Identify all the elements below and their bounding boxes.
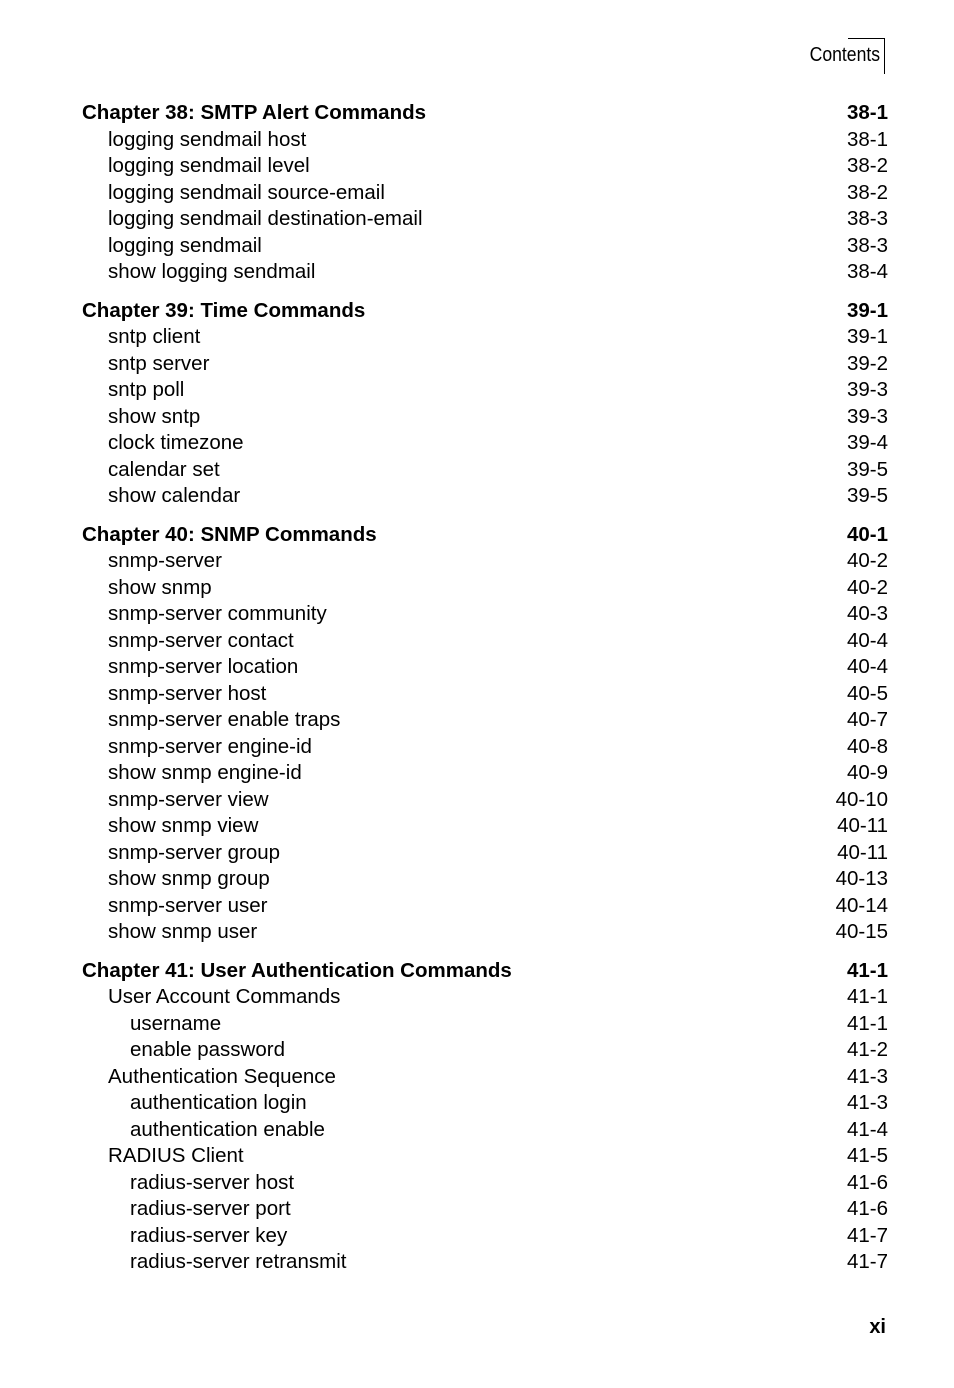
toc-entry-page: 40-3 <box>846 602 888 625</box>
toc-entry-title: snmp-server view <box>108 787 269 811</box>
toc-entry-title: snmp-server contact <box>108 628 294 652</box>
toc-entry[interactable] <box>82 404 888 431</box>
toc-entry-title: snmp-server group <box>108 840 281 864</box>
toc-entry-page: 40-2 <box>846 549 888 572</box>
toc-entry[interactable] <box>82 180 888 207</box>
toc-entry[interactable] <box>82 760 888 787</box>
toc-entry-page: 40-9 <box>846 761 888 784</box>
toc-entry[interactable] <box>82 919 888 946</box>
toc-entry[interactable] <box>82 351 888 378</box>
toc-entry-page: 41-3 <box>846 1091 888 1114</box>
toc-entry-page: 41-7 <box>846 1250 888 1273</box>
toc-entry-title: show snmp view <box>108 814 259 837</box>
chapter-page-number: 40-1 <box>846 522 888 546</box>
toc-entry-title: snmp-server host <box>108 681 267 705</box>
toc-entry[interactable] <box>82 324 888 351</box>
toc-entry-title: logging sendmail host <box>108 127 307 151</box>
chapter-page-number: 38-1 <box>846 101 888 124</box>
toc-entry-title: radius-server retransmit <box>130 1250 347 1273</box>
toc-entry-page: 41-6 <box>846 1197 888 1220</box>
toc-entry-page: 38-3 <box>846 207 888 230</box>
toc-entry[interactable] <box>82 681 888 708</box>
toc-entry-page: 39-3 <box>846 378 888 401</box>
toc-entry-title: username <box>130 1011 222 1035</box>
toc-entry-page: 40-15 <box>835 920 888 943</box>
toc-entry-title: sntp client <box>108 325 201 348</box>
toc-entry[interactable] <box>82 483 888 510</box>
toc-entry-page: 41-1 <box>846 1011 888 1035</box>
toc-entry[interactable] <box>82 259 888 286</box>
toc-entry-page: 40-4 <box>846 655 888 678</box>
toc-entry-page: 39-2 <box>846 351 888 375</box>
toc-entry-title: logging sendmail destination-email <box>108 207 423 230</box>
toc-entry[interactable] <box>82 127 888 154</box>
toc-entry-title: snmp-server engine-id <box>108 734 312 758</box>
toc-entry[interactable] <box>82 206 888 233</box>
header-rule-vertical <box>884 38 885 74</box>
toc-entry-title: enable password <box>130 1038 285 1061</box>
toc-entry-page: 39-1 <box>846 325 888 348</box>
toc-entry-title: snmp-server location <box>108 655 299 678</box>
chapter-heading[interactable] <box>82 298 888 325</box>
chapter-title: Chapter 40: SNMP Commands <box>82 522 377 546</box>
toc-entry-page: 41-6 <box>846 1170 888 1194</box>
toc-entry-page: 40-5 <box>846 681 888 705</box>
toc-entry-page: 41-2 <box>846 1038 888 1061</box>
toc-entry-title: snmp-server community <box>108 602 327 625</box>
toc-entry-title: authentication enable <box>130 1117 325 1141</box>
chapter-heading[interactable] <box>82 100 888 127</box>
toc-entry-page: 38-2 <box>846 154 888 177</box>
toc-entry[interactable] <box>82 893 888 920</box>
toc-entry[interactable] <box>82 457 888 484</box>
toc-entry[interactable] <box>82 1249 888 1276</box>
toc-entry-page: 41-3 <box>846 1064 888 1088</box>
toc-entry-page: 40-7 <box>846 708 888 731</box>
toc-entry-title: show snmp engine-id <box>108 761 302 784</box>
toc-entry[interactable] <box>82 1090 888 1117</box>
toc-entry-page: 41-5 <box>846 1144 888 1167</box>
toc-entry[interactable] <box>82 787 888 814</box>
toc-entry-page: 38-4 <box>846 260 888 283</box>
toc-entry-page: 40-11 <box>837 840 888 864</box>
toc-entry[interactable] <box>82 1223 888 1250</box>
chapter-page-number: 41-1 <box>846 958 888 982</box>
table-of-contents <box>82 100 888 1288</box>
toc-entry-title: show calendar <box>108 484 241 507</box>
toc-entry-title: clock timezone <box>108 431 244 454</box>
toc-entry[interactable] <box>82 840 888 867</box>
toc-entry-title: radius-server port <box>130 1197 291 1220</box>
toc-entry-page: 40-8 <box>846 734 888 758</box>
toc-entry-page: 39-5 <box>846 484 888 507</box>
toc-entry-title: show sntp <box>108 404 201 428</box>
header-rule-top <box>848 38 885 39</box>
toc-entry[interactable] <box>82 1170 888 1197</box>
toc-entry[interactable] <box>82 707 888 734</box>
toc-entry[interactable] <box>82 233 888 260</box>
toc-entry-page: 40-2 <box>846 575 888 599</box>
toc-entry-title: show logging sendmail <box>108 260 316 283</box>
toc-entry[interactable] <box>82 1117 888 1144</box>
toc-entry-title: snmp-server enable traps <box>108 708 341 731</box>
toc-entry-title: snmp-server <box>108 549 222 572</box>
chapter-heading[interactable] <box>82 522 888 549</box>
toc-entry[interactable] <box>82 1064 888 1091</box>
page-number: xi <box>869 1316 886 1338</box>
toc-entry-title: RADIUS Client <box>108 1144 244 1167</box>
toc-entry-title: snmp-server user <box>108 893 268 917</box>
toc-entry-page: 39-4 <box>846 431 888 454</box>
toc-chapter <box>82 298 888 510</box>
toc-entry-page: 40-11 <box>837 814 888 837</box>
toc-entry-page: 40-14 <box>835 893 888 917</box>
toc-entry-page: 38-1 <box>846 127 888 151</box>
toc-entry-page: 40-4 <box>846 628 888 652</box>
chapter-heading[interactable] <box>82 958 888 985</box>
toc-entry-title: User Account Commands <box>108 985 341 1008</box>
toc-chapter <box>82 522 888 946</box>
toc-entry[interactable] <box>82 734 888 761</box>
toc-entry-title: logging sendmail source-email <box>108 180 385 204</box>
toc-chapter <box>82 100 888 286</box>
toc-entry[interactable] <box>82 575 888 602</box>
toc-entry-page: 39-3 <box>846 404 888 428</box>
toc-entry[interactable] <box>82 1011 888 1038</box>
chapter-title: Chapter 38: SMTP Alert Commands <box>82 101 427 124</box>
toc-entry[interactable] <box>82 153 888 180</box>
toc-entry[interactable] <box>82 548 888 575</box>
toc-entry[interactable] <box>82 866 888 893</box>
toc-entry-title: show snmp user <box>108 920 258 943</box>
toc-entry-page: 41-7 <box>846 1223 888 1247</box>
chapter-title: Chapter 41: User Authentication Commands <box>82 958 512 982</box>
toc-entry-title: calendar set <box>108 457 220 481</box>
toc-entry-page: 41-4 <box>846 1117 888 1141</box>
toc-entry-page: 41-1 <box>846 985 888 1008</box>
toc-entry[interactable] <box>82 654 888 681</box>
chapter-title: Chapter 39: Time Commands <box>82 298 366 322</box>
toc-entry-page: 38-3 <box>846 233 888 257</box>
toc-entry[interactable] <box>82 601 888 628</box>
toc-entry-title: radius-server host <box>130 1170 295 1194</box>
toc-entry-page: 40-10 <box>835 787 888 811</box>
toc-entry[interactable] <box>82 430 888 457</box>
toc-entry[interactable] <box>82 1196 888 1223</box>
toc-entry[interactable] <box>82 1037 888 1064</box>
toc-entry-title: sntp server <box>108 351 210 375</box>
toc-entry-title: show snmp group <box>108 867 270 890</box>
toc-entry-title: radius-server key <box>130 1223 288 1247</box>
toc-entry[interactable] <box>82 984 888 1011</box>
toc-entry-title: logging sendmail <box>108 233 262 257</box>
toc-entry-title: Authentication Sequence <box>108 1064 336 1088</box>
toc-entry-page: 38-2 <box>846 180 888 204</box>
toc-entry-title: authentication login <box>130 1091 307 1114</box>
toc-entry-title: logging sendmail level <box>108 154 310 177</box>
chapter-page-number: 39-1 <box>846 298 888 322</box>
toc-chapter <box>82 958 888 1276</box>
toc-entry[interactable] <box>82 813 888 840</box>
toc-entry-page: 39-5 <box>846 457 888 481</box>
toc-entry[interactable] <box>82 1143 888 1170</box>
toc-entry-title: show snmp <box>108 575 212 599</box>
toc-entry[interactable] <box>82 377 888 404</box>
toc-entry[interactable] <box>82 628 888 655</box>
toc-entry-page: 40-13 <box>835 867 888 890</box>
toc-entry-title: sntp poll <box>108 378 185 401</box>
running-header: Contents <box>809 44 880 66</box>
